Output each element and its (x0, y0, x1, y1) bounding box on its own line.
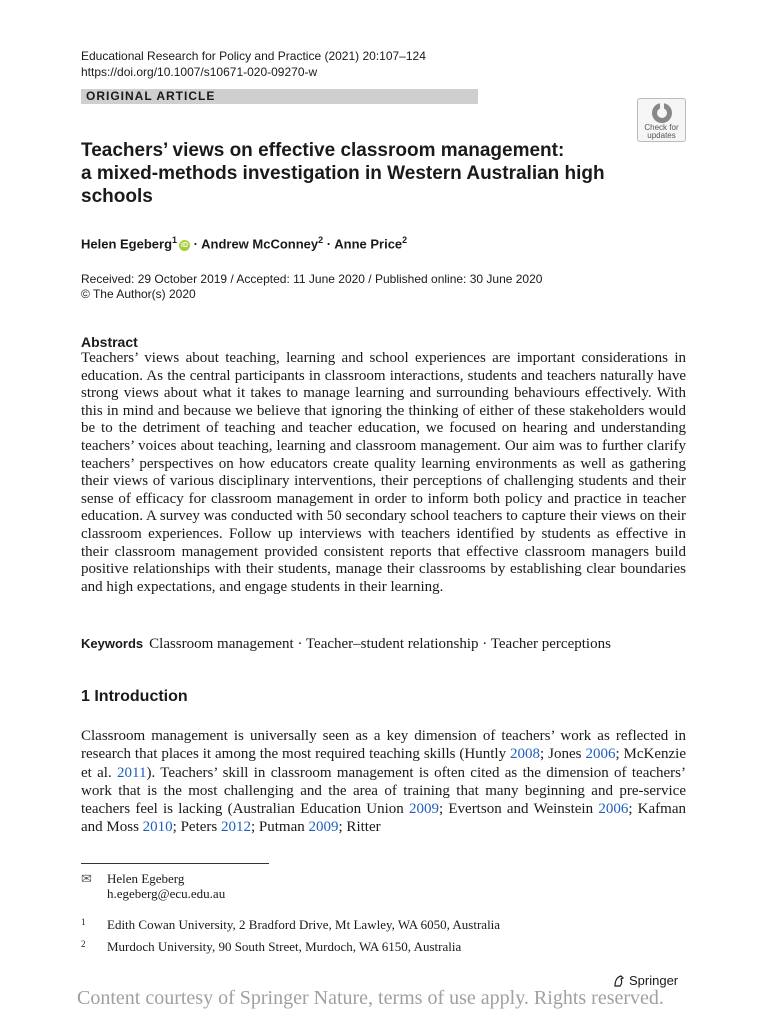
intro-text-segment: Classroom management is universally seen as a key dimension of teachers’ work as reflected in research that places it among the most required teaching skills (Huntly (81, 728, 686, 763)
keywords (81, 634, 611, 654)
corresponding-name: Helen Egeberg (107, 871, 185, 886)
check-for-updates-icon (651, 102, 673, 124)
copyright-line: © The Author(s) 2020 (81, 287, 196, 301)
doi-link[interactable]: https://doi.org/10.1007/s10671-020-09270-w (81, 65, 318, 79)
abstract-text: Teachers’ views about teaching, learning and school experiences are important considerations in education. As the central participants in classroom interactions, students and teachers naturally have strong views about what it takes to manage learning and surrounding behaviours effectively. With this in mind and because we believe that ignoring the thinking of either of these stakeholders would be to the detriment of teaching and teacher education, we focused on hearing and understanding teachers’ voices about teaching, learning and classroom management. Our aim was to further clarify teachers’ perspectives on how educators create quality learning environments as well as gathering their views of various disciplinary interventions, their perceptions of challenging students and their sense of efficacy for classroom management in order to inform both policy and practice in teacher education. A survey was conducted with 50 secondary school teachers to capture their views on their classroom experiences. Follow up interviews with teachers identified by students as effective in their classroom management provided consistent reports that effective classroom managers build positive relationships with their students, manage their classrooms by establishing clear boundaries and high expectations, and engage students in their learning. (81, 350, 686, 595)
citation-link[interactable]: 2006 (598, 801, 629, 818)
intro-text-segment: ; Ritter (338, 819, 381, 836)
corresponding-author (81, 871, 225, 901)
publication-dates (81, 272, 542, 302)
keywords-list: Classroom management · Teacher–student relationship · Teacher perceptions (149, 636, 611, 652)
publisher-name: Springer (629, 973, 679, 988)
title-line-1: Teachers’ views on effective classroom management: (81, 140, 565, 161)
author-name[interactable]: Anne Price (334, 236, 403, 252)
citation-link[interactable]: 2010 (142, 819, 173, 836)
author-separator: · (323, 236, 335, 252)
citation-link[interactable]: 2011 (117, 764, 147, 781)
check-badge-line1: Check for (644, 123, 679, 132)
abstract-heading: Abstract (81, 334, 138, 350)
affiliation-number: 1 (81, 917, 86, 927)
springer-horse-icon (612, 974, 626, 988)
affiliation-number: 2 (81, 939, 86, 949)
intro-text-segment: ; Putman (251, 819, 309, 836)
footnote-divider (81, 863, 269, 864)
journal-citation: Educational Research for Policy and Practice (2021) 20:107–124 (81, 49, 426, 63)
intro-text-segment: ; Kafman and Moss (81, 801, 686, 836)
title-line-2: a mixed-methods investigation in Western Australian high (81, 163, 605, 184)
affiliation-2 (81, 936, 461, 955)
citation-link[interactable]: 2006 (585, 746, 616, 763)
author-affiliation-mark: 1 (172, 235, 178, 245)
keywords-label: Keywords (81, 636, 144, 651)
history-dates: Received: 29 October 2019 / Accepted: 11 June 2020 / Published online: 30 June 2020 (81, 272, 543, 286)
journal-info (81, 48, 426, 80)
intro-text-segment: ). Teachers’ skill in classroom management is often cited as the dimension of teachers’ work that is the most challenging and the area of training that many beginning and pre-service teachers feel is lacking (Australian Education Union (81, 764, 686, 818)
intro-text-segment: ; McKenzie et al. (81, 746, 687, 781)
author-affiliation-mark: 2 (318, 235, 324, 245)
author-affiliation-mark: 2 (402, 235, 408, 245)
intro-text-segment: ; Jones (540, 746, 586, 763)
introduction-paragraph (81, 727, 686, 837)
author-separator: · (190, 236, 202, 252)
intro-text-segment: ; Evertson and Weinstein (439, 801, 599, 818)
author-name[interactable]: Andrew McConney (201, 236, 319, 252)
author-name[interactable]: Helen Egeberg (81, 236, 173, 252)
envelope-icon: ✉ (81, 871, 92, 886)
affiliation-text: Murdoch University, 90 South Street, Murdoch, WA 6150, Australia (107, 939, 462, 954)
paper-title (81, 139, 641, 208)
citation-link[interactable]: 2008 (510, 746, 541, 763)
article-type-bar: ORIGINAL ARTICLE (81, 89, 478, 104)
check-badge-line2: updates (647, 131, 676, 140)
intro-text-segment: ; Peters (172, 819, 221, 836)
citation-link[interactable]: 2009 (409, 801, 439, 818)
title-line-3: schools (81, 186, 153, 207)
citation-link[interactable]: 2009 (308, 819, 339, 836)
affiliation-text: Edith Cowan University, 2 Bradford Drive, Mt Lawley, WA 6050, Australia (107, 917, 501, 932)
citation-link[interactable]: 2012 (221, 819, 251, 836)
affiliation-1 (81, 914, 500, 933)
corresponding-email[interactable]: h.egeberg@ecu.edu.au (107, 886, 226, 901)
publisher-logo (612, 973, 678, 988)
section-heading-introduction: 1 Introduction (81, 688, 188, 705)
orcid-icon[interactable]: iD (181, 242, 189, 250)
check-for-updates-button[interactable] (637, 98, 686, 142)
author-list (81, 230, 407, 254)
courtesy-watermark: Content courtesy of Springer Nature, terms of use apply. Rights reserved. (77, 987, 664, 1009)
